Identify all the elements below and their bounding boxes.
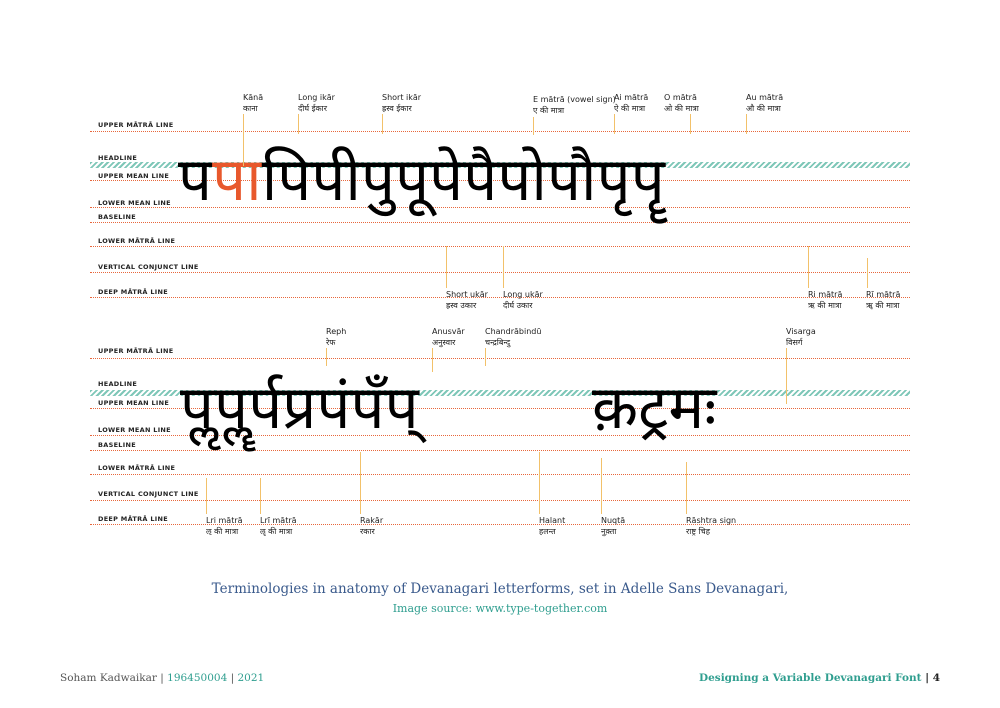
label-deep-matra-line: DEEP MĀTRĀ LINE [98,288,168,296]
annotation-rakar: Rakār रकार [360,516,384,536]
leader-line [786,348,787,404]
glyph: पि [261,145,312,215]
annotation-anusvar: Anusvār अनुस्वार [432,327,465,347]
guide-upper-matra-1 [90,131,910,132]
author-name: Soham Kadwaikar [60,672,157,684]
annotation-chandrabindu: Chandrābindū चन्द्रबिन्दु [485,327,542,347]
annotation-o-matra: O mātrā ओ की मात्रा [664,93,699,113]
annotation-rii-matra: Rī mātrā ॠ की मात्रा [866,290,901,310]
glyph: पृ [596,145,631,215]
guide-lower-matra-2 [90,474,910,475]
annotation-short-ikar: Short ikār ह्रस्व ईकार [382,93,422,113]
leader-line [446,246,447,288]
leader-line [533,117,534,135]
glyph: पँ [350,373,385,443]
leader-line [686,462,687,514]
label-vertical-conjunct-line: VERTICAL CONJUNCT LINE [98,263,199,271]
glyph: म [668,373,717,443]
label-baseline: BASELINE [98,213,136,221]
annotation-long-ukar: Long ukār दीर्घ उकार [503,290,543,310]
glyph: पॣ [214,373,249,443]
leader-line [867,258,868,288]
annotation-e-matra: E mātrā (vowel sign) ए की मात्रा [533,95,616,115]
year: 2021 [237,672,265,684]
label-upper-matra-line: UPPER MĀTRĀ LINE [98,121,174,129]
label-baseline: BASELINE [98,441,136,449]
annotation-short-ukar: Short ukār ह्रस्व उकार [446,290,488,310]
annotation-kana: Kānā काना [243,93,264,113]
glyph: पी [311,145,361,215]
guide-lower-matra-1 [90,246,910,247]
label-deep-matra-line: DEEP MĀTRĀ LINE [98,515,168,523]
label-upper-mean-line: UPPER MEAN LINE [98,399,170,407]
leader-line [746,114,747,134]
annotation-nuqta: Nuqtā नुक़्ता [601,516,626,536]
figure-caption: Terminologies in anatomy of Devanagari letterforms, set in Adelle Sans Devanagari, [211,581,789,597]
glyph: पं [316,373,351,443]
leader-line [260,478,261,514]
leader-line [298,114,299,134]
guide-deep-matra-1 [90,297,910,298]
page-number: 4 [932,672,940,684]
leader-line [243,114,244,166]
guide-vertical-conjunct-2 [90,500,910,501]
leader-line [485,348,486,366]
student-id: 196450004 [167,672,228,684]
glyph: पू [395,145,430,215]
guide-baseline-2 [90,450,910,451]
label-lower-matra-line: LOWER MĀTRĀ LINE [98,237,176,245]
guide-baseline-1 [90,222,910,223]
glyph: प [178,145,213,215]
annotation-reph: Reph रेफ [326,327,347,347]
label-vertical-conjunct-line: VERTICAL CONJUNCT LINE [98,490,199,498]
leader-line [382,114,383,134]
glyph: पे [429,145,464,215]
leader-line [601,458,602,514]
glyph: पौ [546,145,597,215]
annotation-lri-matra: Lri mātrā ऌ की मात्रा [206,516,243,536]
leader-line [539,452,540,514]
devanagari-sample-row-2-left [180,373,419,443]
leader-line [360,452,361,514]
leader-line [503,246,504,288]
glyph: पै [463,145,498,215]
annotation-au-matra: Au mātrā औ की मात्रा [746,93,784,113]
annotation-visarga: Visarga विसर्ग [786,327,816,347]
label-lower-mean-line: LOWER MEAN LINE [98,426,171,434]
label-headline: HEADLINE [98,380,138,388]
label-lower-matra-line: LOWER MĀTRĀ LINE [98,464,176,472]
glyph: प्र [282,373,317,443]
glyph: पॄ [630,145,665,215]
devanagari-sample-row-1 [178,145,665,215]
leader-line [432,348,433,372]
label-headline: HEADLINE [98,154,138,162]
leader-line [206,478,207,514]
guide-vertical-conjunct-1 [90,272,910,273]
label-lower-mean-line: LOWER MEAN LINE [98,199,171,207]
annotation-ai-matra: Ai mātrā ऐ की मात्रा [614,93,649,113]
label-upper-mean-line: UPPER MEAN LINE [98,172,170,180]
glyph: र्प [248,373,283,443]
glyph: प् [384,373,419,443]
glyph: पॢ [180,373,215,443]
annotation-ri-matra: Ri mātrā ऋ की मात्रा [808,290,843,310]
leader-line [614,114,615,134]
label-upper-matra-line: UPPER MĀTRĀ LINE [98,347,174,355]
footer-right: Designing a Variable Devanagari Font | 4 [699,672,940,684]
annotation-rashtra-sign: Rāshtra sign राष्ट्र चिह [686,516,737,536]
glyph: पा [212,145,262,215]
devanagari-sample-row-2-right [592,373,717,443]
annotation-long-ikar: Long ikār दीर्घ ईकार [298,93,335,113]
glyph: पो [497,145,547,215]
leader-line [326,348,327,366]
document-title: Designing a Variable Devanagari Font [699,672,922,684]
glyph: पु [360,145,396,215]
glyph: ट्र [638,373,669,443]
footer-left: Soham Kadwaikar | 196450004 | 2021 [60,672,265,684]
glyph: क़ [592,373,639,443]
annotation-lrii-matra: Lrī mātrā ॡ की मात्रा [260,516,297,536]
image-source: Image source: www.type-together.com [392,602,608,615]
leader-line [808,246,809,288]
guide-upper-matra-2 [90,358,910,359]
leader-line [690,114,691,134]
annotation-halant: Halant हलन्त [539,516,566,536]
